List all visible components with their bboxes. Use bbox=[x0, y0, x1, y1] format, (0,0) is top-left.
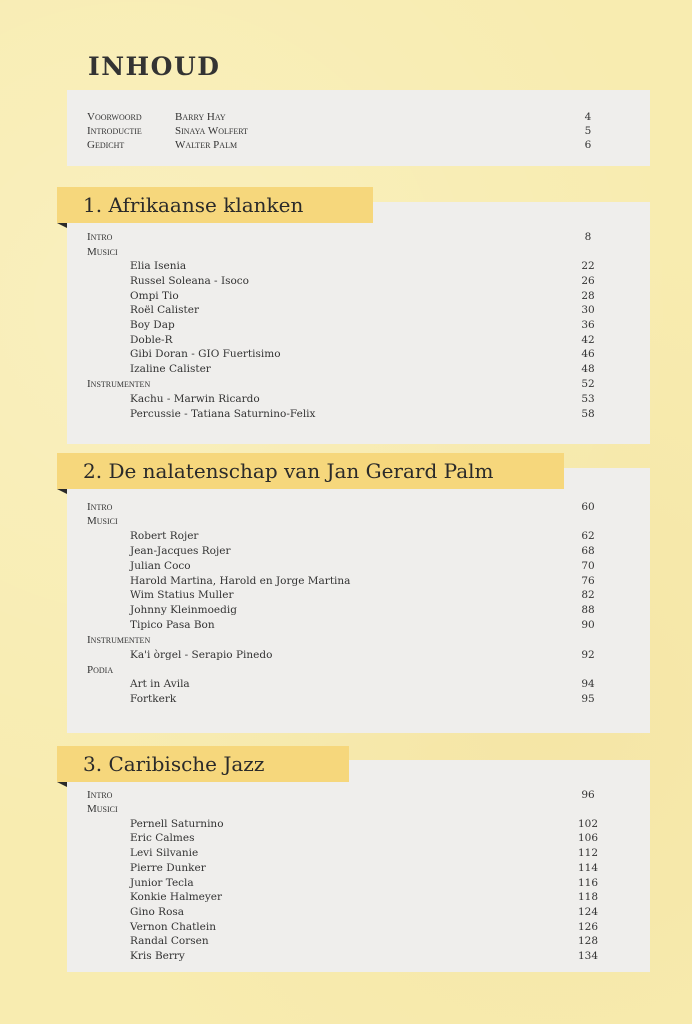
section-1-box bbox=[67, 202, 650, 444]
section-3-box bbox=[67, 760, 650, 972]
toc-row[interactable] bbox=[67, 633, 650, 648]
toc-page-number: 53 bbox=[581, 393, 595, 405]
toc-entry: Kachu - Marwin Ricardo bbox=[130, 393, 260, 405]
banner-fold bbox=[57, 223, 67, 228]
toc-entry: Konkie Halmeyer bbox=[130, 891, 223, 903]
toc-page-number: 126 bbox=[577, 921, 599, 933]
toc-entry: Roël Calister bbox=[130, 304, 199, 316]
toc-page-number: 96 bbox=[581, 789, 595, 801]
toc-entry: Gino Rosa bbox=[130, 906, 185, 918]
toc-label: Instrumenten bbox=[87, 634, 151, 646]
toc-page-number: 95 bbox=[581, 693, 595, 705]
toc-entry: Doble-R bbox=[130, 334, 173, 346]
toc-page-number: 124 bbox=[577, 906, 599, 918]
toc-page-number: 70 bbox=[581, 560, 595, 572]
toc-page-number: 62 bbox=[581, 530, 595, 542]
toc-page-number: 112 bbox=[577, 847, 599, 859]
toc-page-number: 68 bbox=[581, 545, 595, 557]
toc-page-number: 82 bbox=[581, 589, 595, 601]
toc-page-number: 22 bbox=[581, 260, 595, 272]
toc-label: Musici bbox=[87, 803, 118, 815]
toc-row[interactable] bbox=[67, 648, 650, 663]
toc-page-number: 30 bbox=[581, 304, 595, 316]
toc-row[interactable] bbox=[67, 934, 650, 949]
toc-page-number: 28 bbox=[581, 290, 595, 302]
banner-fold bbox=[57, 489, 67, 494]
toc-row[interactable] bbox=[67, 500, 650, 515]
toc-page-number: 118 bbox=[577, 891, 599, 903]
toc-entry: Fortkerk bbox=[130, 693, 177, 705]
toc-label: Intro bbox=[87, 501, 113, 513]
section-1-heading: 1. Afrikaanse klanken bbox=[57, 187, 373, 223]
toc-page-number: 26 bbox=[581, 275, 595, 287]
toc-row[interactable] bbox=[67, 802, 650, 817]
toc-page-number: 90 bbox=[581, 619, 595, 631]
toc-author: Barry Hay bbox=[175, 111, 226, 123]
toc-entry: Robert Rojer bbox=[130, 530, 199, 542]
toc-entry: Izaline Calister bbox=[130, 363, 211, 375]
toc-page-number: 6 bbox=[584, 139, 592, 151]
toc-row[interactable] bbox=[67, 949, 650, 964]
toc-label: Intro bbox=[87, 789, 113, 801]
section-2-heading: 2. De nalatenschap van Jan Gerard Palm bbox=[57, 453, 564, 489]
toc-entry: Elia Isenia bbox=[130, 260, 187, 272]
toc-row[interactable] bbox=[67, 274, 650, 289]
toc-row[interactable] bbox=[67, 377, 650, 392]
toc-page-number: 60 bbox=[581, 501, 595, 513]
toc-author: Sinaya Wolfert bbox=[175, 125, 248, 137]
toc-label: Musici bbox=[87, 246, 118, 258]
toc-page-number: 5 bbox=[584, 125, 592, 137]
toc-row[interactable] bbox=[67, 861, 650, 876]
toc-entry: Vernon Chatlein bbox=[130, 921, 217, 933]
intro-box bbox=[67, 90, 650, 166]
toc-row[interactable] bbox=[67, 920, 650, 935]
toc-row[interactable] bbox=[67, 110, 650, 125]
toc-row[interactable] bbox=[67, 347, 650, 362]
toc-page-number: 42 bbox=[581, 334, 595, 346]
toc-entry: Ka'i òrgel - Serapio Pinedo bbox=[130, 649, 273, 661]
toc-entry: Art in Avila bbox=[130, 678, 190, 690]
toc-page-number: 88 bbox=[581, 604, 595, 616]
toc-row[interactable] bbox=[67, 362, 650, 377]
toc-entry: Randal Corsen bbox=[130, 935, 209, 947]
toc-entry: Eric Calmes bbox=[130, 832, 195, 844]
toc-label: Voorwoord bbox=[87, 111, 142, 123]
toc-entry: Wim Statius Muller bbox=[130, 589, 234, 601]
toc-entry: Russel Soleana - Isoco bbox=[130, 275, 250, 287]
toc-label: Gedicht bbox=[87, 139, 125, 151]
toc-label: Introductie bbox=[87, 125, 142, 137]
toc-page-number: 8 bbox=[584, 231, 592, 243]
toc-entry: Pierre Dunker bbox=[130, 862, 206, 874]
toc-page-number: 4 bbox=[584, 111, 592, 123]
toc-row[interactable] bbox=[67, 529, 650, 544]
toc-page-number: 58 bbox=[581, 408, 595, 420]
toc-row[interactable] bbox=[67, 124, 650, 139]
toc-page-number: 92 bbox=[581, 649, 595, 661]
toc-page-number: 52 bbox=[581, 378, 595, 390]
toc-page-number: 48 bbox=[581, 363, 595, 375]
toc-entry: Harold Martina, Harold en Jorge Martina bbox=[130, 575, 351, 587]
toc-page-number: 134 bbox=[577, 950, 599, 962]
toc-row[interactable] bbox=[67, 831, 650, 846]
toc-row[interactable] bbox=[67, 677, 650, 692]
toc-page-number: 46 bbox=[581, 348, 595, 360]
toc-row[interactable] bbox=[67, 289, 650, 304]
toc-entry: Tipico Pasa Bon bbox=[130, 619, 215, 631]
toc-row[interactable] bbox=[67, 333, 650, 348]
toc-page-number: 94 bbox=[581, 678, 595, 690]
toc-row[interactable] bbox=[67, 890, 650, 905]
toc-row[interactable] bbox=[67, 392, 650, 407]
toc-entry: Johnny Kleinmoedig bbox=[130, 604, 237, 616]
toc-row[interactable] bbox=[67, 905, 650, 920]
toc-row[interactable] bbox=[67, 544, 650, 559]
toc-row[interactable] bbox=[67, 138, 650, 153]
toc-page-number: 116 bbox=[577, 877, 599, 889]
toc-row[interactable] bbox=[67, 230, 650, 245]
toc-row[interactable] bbox=[67, 245, 650, 260]
toc-author: Walter Palm bbox=[175, 139, 238, 151]
toc-entry: Boy Dap bbox=[130, 319, 175, 331]
toc-page-number: 128 bbox=[577, 935, 599, 947]
toc-row[interactable] bbox=[67, 846, 650, 861]
toc-row[interactable] bbox=[67, 407, 650, 422]
toc-page-number: 102 bbox=[577, 818, 599, 830]
toc-row[interactable] bbox=[67, 692, 650, 707]
toc-entry: Jean-Jacques Rojer bbox=[130, 545, 231, 557]
toc-row[interactable] bbox=[67, 303, 650, 318]
toc-entry: Kris Berry bbox=[130, 950, 185, 962]
toc-row[interactable] bbox=[67, 259, 650, 274]
banner-fold bbox=[57, 782, 67, 787]
toc-row[interactable] bbox=[67, 588, 650, 603]
toc-label: Musici bbox=[87, 515, 118, 527]
toc-row[interactable] bbox=[67, 618, 650, 633]
toc-entry: Junior Tecla bbox=[130, 877, 194, 889]
toc-row[interactable] bbox=[67, 817, 650, 832]
toc-page-number: 114 bbox=[577, 862, 599, 874]
toc-entry: Gibi Doran - GIO Fuertisimo bbox=[130, 348, 281, 360]
page-title: INHOUD bbox=[88, 52, 221, 81]
toc-row[interactable] bbox=[67, 876, 650, 891]
toc-row[interactable] bbox=[67, 663, 650, 678]
toc-label: Podia bbox=[87, 664, 114, 676]
toc-entry: Ompi Tio bbox=[130, 290, 179, 302]
section-2-box bbox=[67, 468, 650, 733]
toc-label: Intro bbox=[87, 231, 113, 243]
toc-entry: Percussie - Tatiana Saturnino-Felix bbox=[130, 408, 316, 420]
toc-label: Instrumenten bbox=[87, 378, 151, 390]
section-3-heading: 3. Caribische Jazz bbox=[57, 746, 349, 782]
toc-row[interactable] bbox=[67, 559, 650, 574]
toc-row[interactable] bbox=[67, 574, 650, 589]
toc-row[interactable] bbox=[67, 603, 650, 618]
toc-row[interactable] bbox=[67, 788, 650, 803]
toc-row[interactable] bbox=[67, 318, 650, 333]
toc-row[interactable] bbox=[67, 514, 650, 529]
toc-page-number: 36 bbox=[581, 319, 595, 331]
toc-entry: Julian Coco bbox=[130, 560, 191, 572]
toc-page-number: 76 bbox=[581, 575, 595, 587]
toc-page-number: 106 bbox=[577, 832, 599, 844]
toc-entry: Levi Silvanie bbox=[130, 847, 199, 859]
toc-entry: Pernell Saturnino bbox=[130, 818, 224, 830]
